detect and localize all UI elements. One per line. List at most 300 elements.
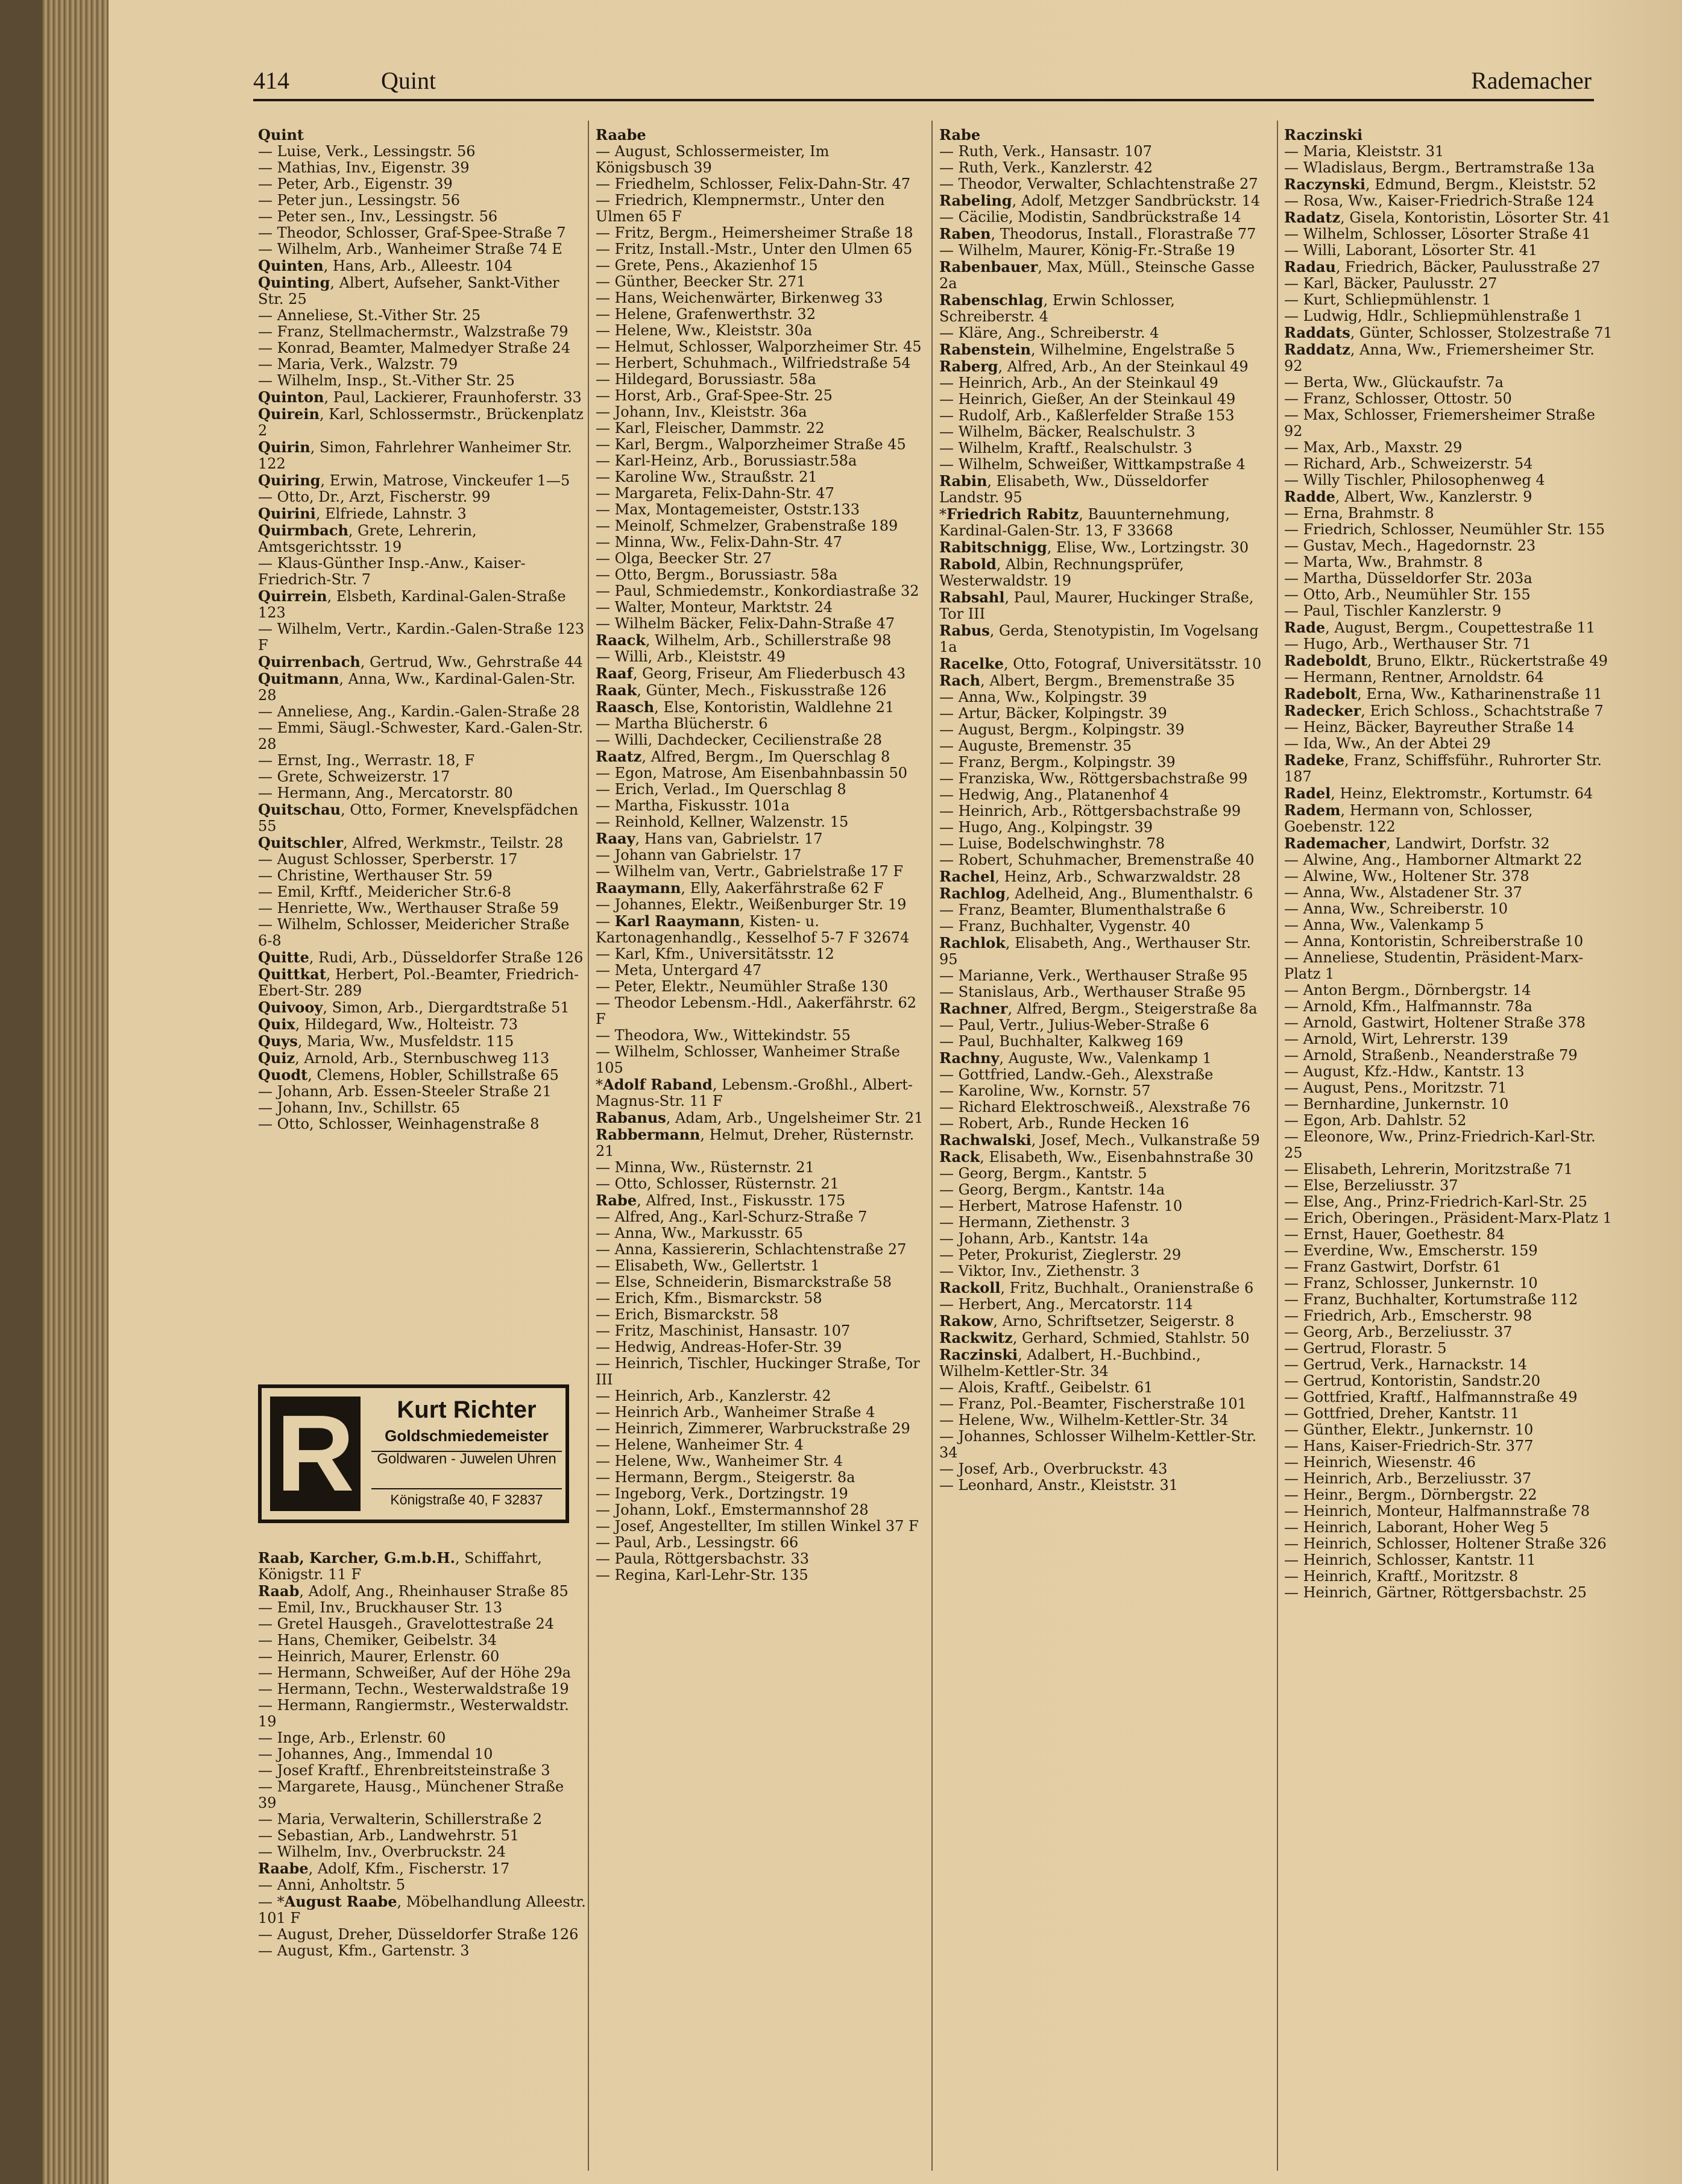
directory-entry: — Johannes, Ang., Immendal 10 [258,1746,493,1763]
directory-entry: — Friedrich, Klempnermstr., Unter den Ulmen 65 F [596,192,885,225]
directory-entry: — Grete, Schweizerstr. 17 [258,768,450,785]
directory-entry: Quirini, Elfriede, Lahnstr. 3 [258,505,467,522]
directory-entry: Quint [258,127,304,144]
directory-entry: — Erich, Bismarckstr. 58 [596,1306,779,1323]
directory-entry: — Hermann, Rangiermstr., Westerwaldstr. 19 [258,1697,569,1730]
directory-entry: — Anna, Ww., Kolpingstr. 39 [939,689,1147,705]
directory-entry: Raabe [596,127,646,144]
directory-entry: — Wladislaus, Bergm., Bertramstraße 13a [1284,159,1595,176]
directory-entry: Raczinski [1284,127,1363,144]
directory-entry: — Karl, Bäcker, Paulusstr. 27 [1284,275,1498,292]
directory-entry: Rabe [939,127,981,144]
directory-entry: — Anton Bergm., Dörnbergstr. 14 [1284,982,1531,999]
directory-entry: — Heinrich, Zimmerer, Warbruckstraße 29 [596,1420,910,1437]
directory-entry: — Maria, Kleiststr. 31 [1284,143,1444,160]
directory-entry: — Walter, Monteur, Marktstr. 24 [596,599,833,616]
directory-entry: Raab, Adolf, Ang., Rheinhauser Straße 85 [258,1582,569,1600]
directory-entry: — Hans, Weichenwärter, Birkenweg 33 [596,289,883,306]
directory-entry: — Heinrich, Kraftf., Moritzstr. 8 [1284,1568,1519,1585]
directory-entry: — Franz, Stellmachermstr., Walzstraße 79 [258,323,569,340]
directory-entry: — Anna, Ww., Schreiberstr. 10 [1284,900,1508,917]
directory-entry: Raben, Theodorus, Install., Florastraße 77 [939,225,1256,242]
directory-entry: — Herbert, Ang., Mercatorstr. 114 [939,1296,1193,1313]
directory-entry: — Josef Kraftf., Ehrenbreitsteinstraße 3 [258,1762,550,1779]
directory-entry: — Franz, Buchhalter, Vygenstr. 40 [939,918,1191,935]
directory-entry: — Anna, Ww., Valenkamp 5 [1284,917,1484,933]
directory-entry: — Margarete, Hausg., Münchener Straße 39 [258,1778,564,1811]
directory-entry: — Helene, Ww., Wilhelm-Kettler-Str. 34 [939,1412,1229,1428]
directory-entry: *Friedrich Rabitz, Bauunternehmung, Kardinal-Galen-Str. 13, F 33668 [939,505,1230,539]
directory-entry: — Maria, Verwalterin, Schillerstraße 2 [258,1811,543,1828]
directory-entry: — Peter, Arb., Eigenstr. 39 [258,175,453,192]
directory-entry: Raabe, Adolf, Kfm., Fischerstr. 17 [258,1860,510,1877]
directory-entry: Radde, Albert, Ww., Kanzlerstr. 9 [1284,488,1532,505]
directory-entry: Quys, Maria, Ww., Musfeldstr. 115 [258,1032,514,1050]
directory-entry: — Alois, Kraftf., Geibelstr. 61 [939,1379,1153,1396]
directory-entry: — Fritz, Maschinist, Hansastr. 107 [596,1322,851,1339]
directory-entry: — Hermann, Ziethenstr. 3 [939,1214,1130,1231]
directory-entry: — Friedrich, Arb., Emscherstr. 98 [1284,1307,1532,1324]
directory-entry: — Wilhelm van, Vertr., Gabrielstraße 17 F [596,863,903,880]
directory-entry: — Otto, Dr., Arzt, Fischerstr. 99 [258,488,491,505]
directory-entry: — Minna, Ww., Rüsternstr. 21 [596,1159,814,1176]
directory-entry: — Heinrich, Gießer, An der Steinkaul 49 [939,391,1236,408]
directory-entry: — Arnold, Wirt, Lehrerstr. 139 [1284,1030,1508,1047]
directory-entry: — Otto, Arb., Neumühler Str. 155 [1284,586,1531,603]
directory-entry: — *August Raabe, Möbelhandlung Alleestr. 101 F [258,1893,586,1927]
header-left-word: Quint [381,67,436,94]
directory-entry: — Karl, Kfm., Universitätsstr. 12 [596,945,834,962]
directory-entry: — Minna, Ww., Felix-Dahn-Str. 47 [596,534,843,551]
directory-entry: Rabin, Elisabeth, Ww., Düsseldorfer Landstr. 95 [939,472,1209,506]
directory-entry: — Cäcilie, Modistin, Sandbrückstraße 14 [939,209,1241,226]
directory-entry: Radeboldt, Bruno, Elktr., Rückertstraße 49 [1284,652,1608,669]
directory-entry: — Regina, Karl-Lehr-Str. 135 [596,1567,808,1583]
directory-entry: — Georg, Bergm., Kantstr. 5 [939,1165,1147,1182]
directory-entry: — Anneliese, Ang., Kardin.-Galen-Straße 28 [258,703,580,720]
directory-entry: — Wilhelm, Vertr., Kardin.-Galen-Straße 123 F [258,620,585,654]
directory-entry: — August, Dreher, Düsseldorfer Straße 126 [258,1926,579,1943]
directory-entry: — Johann, Inv., Schillstr. 65 [258,1099,461,1116]
directory-entry: Raack, Wilhelm, Arb., Schillerstraße 98 [596,631,892,649]
directory-entry: — Else, Berzeliusstr. 37 [1284,1177,1458,1194]
directory-entry: — Anneliese, St.-Vither Str. 25 [258,307,481,324]
directory-entry: — Günther, Beecker Str. 271 [596,273,806,290]
directory-entry: — Erich, Kfm., Bismarckstr. 58 [596,1290,822,1307]
directory-entry: — Christine, Werthauser Str. 59 [258,867,493,884]
directory-entry: — Elisabeth, Lehrerin, Moritzstraße 71 [1284,1161,1573,1178]
directory-entry: — Heinrich, Wiesenstr. 46 [1284,1454,1476,1471]
directory-entry: — Meta, Untergard 47 [596,962,762,979]
directory-entry: — Margareta, Felix-Dahn-Str. 47 [596,485,834,502]
directory-entry: — Max, Arb., Maxstr. 29 [1284,439,1463,456]
directory-entry: — Heinrich, Schlosser, Kantstr. 11 [1284,1551,1536,1568]
directory-entry: Raaf, Georg, Friseur, Am Fliederbusch 43 [596,664,906,682]
directory-entry: — Hermann, Techn., Westerwaldstraße 19 [258,1681,569,1697]
column-3 [939,127,1268,2165]
directory-entry: — Johann, Inv., Kleiststr. 36a [596,403,807,420]
directory-entry: *Adolf Raband, Lebensm.-Großhl., Albert-Magnus-Str. 11 F [596,1076,913,1109]
directory-entry: Rademacher, Landwirt, Dorfstr. 32 [1284,835,1550,852]
directory-entry: — August, Pens., Moritzstr. 71 [1284,1079,1507,1096]
directory-entry: — Heinrich Arb., Wanheimer Straße 4 [596,1404,875,1421]
directory-entry: — Gertrud, Verk., Harnackstr. 14 [1284,1356,1527,1373]
directory-entry: — Erich, Verlad., Im Querschlag 8 [596,781,846,798]
directory-entry: Raatz, Alfred, Bergm., Im Querschlag 8 [596,748,890,765]
directory-entry: Radeke, Franz, Schiffsführ., Ruhrorter Str. 187 [1284,751,1602,785]
directory-entry: Rack, Elisabeth, Ww., Eisenbahnstraße 30 [939,1148,1254,1166]
directory-entry: — Willy Tischler, Philosophenweg 4 [1284,472,1545,488]
directory-entry: Raab, Karcher, G.m.b.H., Schiffahrt, Königstr. 11 F [258,1550,542,1583]
directory-entry: — Stanislaus, Arb., Werthauser Straße 95 [939,983,1246,1000]
directory-entry: — Gottfried, Kraftf., Halfmannstraße 49 [1284,1389,1578,1406]
directory-entry: — Else, Ang., Prinz-Friedrich-Karl-Str. 25 [1284,1193,1587,1210]
directory-entry: — Karl Raaymann, Kisten- u. Kartonagenhandlg., Kesselhof 5-7 F 32674 [596,912,910,946]
directory-entry: Rabus, Gerda, Stenotypistin, Im Vogelsang 1a [939,622,1259,655]
directory-entry: Quiz, Arnold, Arb., Sternbuschweg 113 [258,1049,550,1067]
directory-entry: Quittkat, Herbert, Pol.-Beamter, Friedrich-Ebert-Str. 289 [258,965,579,999]
directory-entry: Rachny, Auguste, Ww., Valenkamp 1 [939,1049,1212,1067]
directory-entry: — Auguste, Bremenstr. 35 [939,737,1132,754]
directory-entry: — Franziska, Ww., Röttgersbachstraße 99 [939,770,1248,787]
directory-entry: — Heinz, Bäcker, Bayreuther Straße 14 [1284,719,1575,736]
directory-entry: Raddatz, Anna, Ww., Friemersheimer Str. 92 [1284,341,1595,374]
directory-entry: — Heinrich, Monteur, Halfmannstraße 78 [1284,1503,1590,1520]
directory-entry: — Anna, Ww., Alstadener Str. 37 [1284,884,1523,901]
directory-entry: Rachner, Alfred, Bergm., Steigerstraße 8a [939,1000,1258,1017]
directory-entry: — Franz, Bergm., Kolpingstr. 39 [939,754,1176,771]
directory-entry: — Anna, Ww., Markusstr. 65 [596,1225,803,1242]
directory-entry: — Wilhelm, Schlosser, Lösorter Straße 41 [1284,226,1591,242]
directory-entry: — Wilhelm, Inv., Overbruckstr. 24 [258,1843,506,1860]
directory-entry: — Josef, Arb., Overbruckstr. 43 [939,1460,1168,1477]
directory-entry: — Theodora, Ww., Wittekindstr. 55 [596,1027,851,1044]
directory-entry: Rabe, Alfred, Inst., Fiskusstr. 175 [596,1191,846,1209]
directory-entry: Raddats, Günter, Schlosser, Stolzestraße 71 [1284,324,1613,341]
directory-entry: — Paul, Buchhalter, Kalkweg 169 [939,1033,1183,1050]
directory-entry: Raay, Hans van, Gabrielstr. 17 [596,830,823,847]
directory-entry: — Hans, Chemiker, Geibelstr. 34 [258,1632,497,1649]
directory-entry: Rackwitz, Gerhard, Schmied, Stahlstr. 50 [939,1329,1250,1346]
directory-entry: — Helene, Ww., Wanheimer Str. 4 [596,1453,843,1469]
directory-entry: — Johannes, Schlosser Wilhelm-Kettler-Str. 34 [939,1428,1257,1461]
directory-entry: Rabbermann, Helmut, Dreher, Rüsternstr. 21 [596,1126,915,1160]
directory-entry: Quirrein, Elsbeth, Kardinal-Galen-Straße 123 [258,587,566,621]
directory-entry: — Hans, Kaiser-Friedrich-Str. 377 [1284,1438,1534,1454]
directory-entry: — Konrad, Beamter, Malmedyer Straße 24 [258,339,571,356]
directory-entry: — Theodor, Verwalter, Schlachtenstraße 27 [939,175,1258,192]
directory-entry: — August, Bergm., Kolpingstr. 39 [939,721,1185,738]
directory-entry: — Inge, Arb., Erlenstr. 60 [258,1729,446,1746]
directory-entry: — Anni, Anholtstr. 5 [258,1876,406,1893]
directory-entry: — Wilhelm, Schweißer, Wittkampstraße 4 [939,456,1246,473]
directory-entry: — August, Kfz.-Hdw., Kantstr. 13 [1284,1063,1525,1080]
directory-entry: — Peter, Prokurist, Zieglerstr. 29 [939,1246,1182,1263]
directory-entry: Quirmbach, Grete, Lehrerin, Amtsgerichtsstr. 19 [258,522,477,555]
directory-entry: — Hedwig, Andreas-Hofer-Str. 39 [596,1339,842,1356]
directory-entry: — Franz, Schlosser, Ottostr. 50 [1284,390,1512,407]
directory-entry: — Georg, Arb., Berzeliusstr. 37 [1284,1324,1513,1340]
directory-entry: — Gretel Hausgeh., Gravelottestraße 24 [258,1615,555,1632]
directory-entry: Rachel, Heinz, Arb., Schwarzwaldstr. 28 [939,868,1241,885]
directory-entry: Radau, Friedrich, Bäcker, Paulusstraße 27 [1284,258,1601,276]
directory-entry: — Robert, Schuhmacher, Bremenstraße 40 [939,851,1255,868]
directory-entry: Rabsahl, Paul, Maurer, Huckinger Straße, Tor III [939,589,1254,622]
directory-entry: — Alwine, Ang., Hamborner Altmarkt 22 [1284,851,1583,868]
directory-entry: — Johann van Gabrielstr. 17 [596,847,802,863]
directory-entry: — Henriette, Ww., Werthauser Straße 59 [258,900,559,917]
directory-entry: — Grete, Pens., Akazienhof 15 [596,257,818,274]
directory-entry: — Helene, Grafenwerthstr. 32 [596,306,816,323]
directory-entry: — Wilhelm, Schlosser, Meidericher Straße 6-8 [258,916,570,949]
directory-entry: — Emil, Krftf., Meidericher Str.6-8 [258,883,511,900]
directory-entry: Radem, Hermann von, Schlosser, Goebenstr. 122 [1284,801,1533,835]
directory-entry: — Theodor, Schlosser, Graf-Spee-Straße 7 [258,224,566,241]
header-rule [253,99,1594,101]
directory-entry: — Theodor Lebensm.-Hdl., Aakerfährstr. 62 F [596,994,917,1027]
directory-entry: — Everdine, Ww., Emscherstr. 159 [1284,1242,1538,1259]
ad-name: Kurt Richter [397,1397,537,1423]
directory-entry: — Gottfried, Dreher, Kantstr. 11 [1284,1405,1519,1422]
directory-entry: — Erna, Brahmstr. 8 [1284,505,1434,522]
directory-entry: — Emmi, Säugl.-Schwester, Kard.-Galen-Str. 28 [258,719,584,753]
directory-entry: Rackoll, Fritz, Buchhalt., Oranienstraße 6 [939,1279,1254,1296]
directory-entry: — Franz, Buchhalter, Kortumstraße 112 [1284,1291,1578,1308]
directory-entry: — Arnold, Gastwirt, Holtener Straße 378 [1284,1014,1586,1031]
directory-entry: — Egon, Matrose, Am Eisenbahnbassin 50 [596,765,907,781]
directory-entry: — August, Kfm., Gartenstr. 3 [258,1942,470,1959]
directory-entry: — Paul, Tischler Kanzlerstr. 9 [1284,602,1502,619]
directory-entry: — Otto, Schlosser, Rüsternstr. 21 [596,1175,839,1192]
directory-entry: Radecker, Erich Schloss., Schachtstraße 7 [1284,702,1604,719]
directory-entry: Radatz, Gisela, Kontoristin, Lösorter Str. 41 [1284,209,1611,226]
directory-entry: — Rudolf, Arb., Kaßlerfelder Straße 153 [939,407,1235,424]
directory-entry: Raczynski, Edmund, Bergm., Kleiststr. 52 [1284,175,1596,193]
directory-entry: Quirin, Simon, Fahrlehrer Wanheimer Str. 122 [258,438,572,472]
directory-entry: — Arnold, Kfm., Halfmannstr. 78a [1284,998,1532,1015]
directory-entry: — Heinrich, Arb., Kanzlerstr. 42 [596,1387,831,1404]
directory-entry: Quiring, Erwin, Matrose, Vinckeufer 1—5 [258,472,570,489]
ad-letter-logo: R [270,1397,361,1511]
directory-entry: — Johann, Arb., Kantstr. 14a [939,1230,1148,1247]
directory-entry: — Anneliese, Studentin, Präsident-Marx-Platz 1 [1284,949,1584,982]
directory-entry: Quirein, Karl, Schlossermstr., Brückenplatz 2 [258,405,584,439]
directory-entry: Raasch, Else, Kontoristin, Waldlehne 21 [596,698,895,716]
book-edge [42,0,109,2184]
column-4 [1284,127,1613,2165]
column-separator [1277,121,1278,2171]
directory-entry: — Hedwig, Ang., Platanenhof 4 [939,786,1169,803]
directory-entry: — Franz, Beamter, Blumenthalstraße 6 [939,901,1226,918]
directory-entry: — Georg, Bergm., Kantstr. 14a [939,1181,1165,1198]
directory-entry: — Ruth, Verk., Hansastr. 107 [939,143,1152,160]
directory-entry: Quitschau, Otto, Former, Knevelspfädchen 55 [258,801,579,835]
directory-entry: Raczinski, Adalbert, H.-Buchbind., Wilhelm-Kettler-Str. 34 [939,1346,1201,1380]
directory-entry: Quinton, Paul, Lackierer, Fraunhoferstr. 33 [258,388,582,406]
directory-entry: — Max, Montagemeister, Oststr.133 [596,501,860,518]
directory-entry: — Gustav, Mech., Hagedornstr. 23 [1284,537,1536,554]
directory-entry: Racelke, Otto, Fotograf, Universitätsstr. 10 [939,655,1262,672]
directory-entry: Rach, Albert, Bergm., Bremenstraße 35 [939,672,1235,689]
directory-entry: — Paula, Röttgersbachstr. 33 [596,1550,810,1567]
directory-entry: — Friedrich, Schlosser, Neumühler Str. 155 [1284,521,1605,538]
directory-entry: — Wilhelm, Arb., Wanheimer Straße 74 E [258,241,562,257]
directory-entry: — Hildegard, Borussiastr. 58a [596,371,816,388]
directory-entry: — Hugo, Arb., Werthauser Str. 71 [1284,636,1531,652]
directory-entry: — Marta, Ww., Brahmstr. 8 [1284,554,1483,570]
directory-entry: — Wilhelm, Kraftf., Realschulstr. 3 [939,440,1192,456]
directory-entry: — Karoline Ww., Straußstr. 21 [596,469,817,485]
ad-goods: Goldwaren - Juwelen Uhren [377,1451,556,1467]
directory-entry: Radebolt, Erna, Ww., Katharinenstraße 11 [1284,685,1602,702]
directory-entry: — Herbert, Matrose Hafenstr. 10 [939,1198,1183,1214]
directory-entry: — Friedhelm, Schlosser, Felix-Dahn-Str. 47 [596,175,911,192]
directory-entry: — Wilhelm, Insp., St.-Vither Str. 25 [258,372,515,389]
directory-entry: Quix, Hildegard, Ww., Holteistr. 73 [258,1015,518,1033]
directory-entry: Rabenstein, Wilhelmine, Engelstraße 5 [939,341,1235,358]
directory-entry: — Gertrud, Florastr. 5 [1284,1340,1447,1357]
directory-entry: — Maria, Verk., Walzstr. 79 [258,356,458,373]
directory-entry: — Olga, Beecker Str. 27 [596,550,772,567]
directory-entry: — Paul, Arb., Lessingstr. 66 [596,1534,799,1551]
directory-entry: — Heinrich, Schlosser, Holtener Straße 326 [1284,1535,1607,1552]
directory-entry: — Martha, Fiskusstr. 101a [596,797,790,814]
directory-entry: — Helene, Ww., Kleiststr. 30a [596,322,813,339]
directory-entry: Rakow, Arno, Schriftsetzer, Seigerstr. 8 [939,1312,1235,1330]
directory-entry: — Heinrich, Arb., Berzeliusstr. 37 [1284,1470,1532,1487]
directory-entry: — Hermann, Rentner, Arnoldstr. 64 [1284,669,1544,686]
directory-entry: — Heinrich, Arb., An der Steinkaul 49 [939,374,1218,391]
column-1 [258,127,587,1381]
column-separator [931,121,933,2171]
directory-entry: — Marianne, Verk., Werthauser Straße 95 [939,967,1248,984]
directory-entry: — Peter, Elektr., Neumühler Straße 130 [596,978,889,995]
column-separator [588,121,589,2171]
directory-entry: — Fritz, Bergm., Heimersheimer Straße 18 [596,224,913,241]
directory-entry: — Paul, Schmiedemstr., Konkordiastraße 32 [596,582,919,599]
directory-entry: — Egon, Arb. Dahlstr. 52 [1284,1112,1467,1129]
directory-entry: — Paul, Vertr., Julius-Weber-Straße 6 [939,1017,1209,1034]
directory-entry: — Karl, Fleischer, Dammstr. 22 [596,420,825,437]
directory-entry: Rade, August, Bergm., Coupettestraße 11 [1284,619,1595,636]
directory-entry: — Franz, Pol.-Beamter, Fischerstraße 101 [939,1395,1247,1412]
directory-entry: — Ernst, Ing., Werrastr. 18, F [258,752,475,769]
header-right-word: Rademacher [1471,67,1592,94]
directory-entry: — Martha Blücherstr. 6 [596,715,768,732]
directory-entry: — Klaus-Günther Insp.-Anw., Kaiser-Friedrich-Str. 7 [258,555,526,588]
directory-entry: Quitmann, Anna, Ww., Kardinal-Galen-Str. 28 [258,670,576,704]
directory-entry: — Emil, Inv., Bruckhauser Str. 13 [258,1599,503,1616]
directory-entry: Rabitschnigg, Elise, Ww., Lortzingstr. 30 [939,538,1249,556]
directory-entry: Quodt, Clemens, Hobler, Schillstraße 65 [258,1066,559,1084]
directory-entry: — Peter sen., Inv., Lessingstr. 56 [258,208,498,225]
directory-entry: — Else, Schneiderin, Bismarckstraße 58 [596,1273,892,1290]
directory-entry: Rabeling, Adolf, Metzger Sandbrückstr. 14 [939,192,1261,209]
directory-entry: Raberg, Alfred, Arb., An der Steinkaul 49 [939,358,1249,375]
directory-entry: — Hermann, Schweißer, Auf der Höhe 29a [258,1664,572,1681]
directory-entry: — Hugo, Ang., Kolpingstr. 39 [939,819,1153,836]
directory-entry: — Artur, Bäcker, Kolpingstr. 39 [939,705,1167,722]
directory-entry: — Rosa, Ww., Kaiser-Friedrich-Straße 124 [1284,192,1595,209]
directory-entry: Rachwalski, Josef, Mech., Vulkanstraße 59 [939,1131,1260,1149]
directory-entry: — Johann, Lokf., Emstermannshof 28 [596,1501,869,1518]
directory-entry: Quivooy, Simon, Arb., Diergardtstraße 51 [258,999,570,1016]
directory-entry: — Ida, Ww., An der Abtei 29 [1284,735,1491,752]
directory-entry: — Erich, Oberingen., Präsident-Marx-Platz 1 [1284,1210,1612,1226]
directory-entry: — Horst, Arb., Graf-Spee-Str. 25 [596,387,833,404]
directory-entry: — Johann, Arb. Essen-Steeler Straße 21 [258,1083,552,1100]
directory-entry: — Max, Schlosser, Friemersheimer Straße 92 [1284,406,1595,440]
directory-entry: — Herbert, Schuhmach., Wilfriedstraße 54 [596,355,911,371]
directory-entry: — Helene, Wanheimer Str. 4 [596,1436,804,1453]
directory-entry: — Heinrich, Maurer, Erlenstr. 60 [258,1648,500,1665]
directory-entry: — Willi, Arb., Kleiststr. 49 [596,648,786,665]
directory-entry: — Ingeborg, Verk., Dortzingstr. 19 [596,1485,848,1502]
directory-entry: — Heinrich, Tischler, Huckinger Straße, Tor III [596,1355,920,1388]
ad-divider [371,1488,562,1489]
directory-entry: — Martha, Düsseldorfer Str. 203a [1284,570,1532,587]
directory-entry: — Wilhelm, Bäcker, Realschulstr. 3 [939,423,1195,440]
directory-entry: — Ruth, Verk., Kanzlerstr. 42 [939,159,1153,176]
directory-entry: Rachlog, Adelheid, Ang., Blumenthalstr. 6 [939,885,1253,902]
directory-entry: — Wilhelm, Maurer, König-Fr.-Straße 19 [939,242,1235,259]
directory-entry: — Karl, Bergm., Walporzheimer Straße 45 [596,436,906,453]
directory-entry: — August, Schlossermeister, Im Königsbusch 39 [596,143,830,176]
directory-entry: — Berta, Ww., Glückaufstr. 7a [1284,374,1504,391]
directory-entry: — Luise, Verk., Lessingstr. 56 [258,143,476,160]
directory-entry: — Heinrich, Arb., Röttgersbachstraße 99 [939,803,1241,819]
directory-entry: — Gottfried, Landw.-Geh., Alexstraße [939,1066,1214,1083]
page-header [253,60,1592,109]
directory-entry: — Kurt, Schliepmühlenstr. 1 [1284,291,1491,308]
directory-entry: Rabanus, Adam, Arb., Ungelsheimer Str. 21 [596,1109,924,1126]
directory-entry: Raak, Günter, Mech., Fiskusstraße 126 [596,681,887,699]
directory-entry: — Heinrich, Gärtner, Röttgersbachstr. 25 [1284,1584,1587,1601]
directory-entry: — Reinhold, Kellner, Walzenstr. 15 [596,813,849,830]
directory-entry: — Eleonore, Ww., Prinz-Friedrich-Karl-Str. 25 [1284,1128,1596,1161]
directory-entry: — August Schlosser, Sperberstr. 17 [258,851,518,868]
directory-entry: — Heinrich, Laborant, Hoher Weg 5 [1284,1519,1549,1536]
directory-entry: — Karl-Heinz, Arb., Borussiastr.58a [596,452,857,469]
directory-entry: — Arnold, Straßenb., Neanderstraße 79 [1284,1047,1578,1064]
directory-entry: — Johannes, Elektr., Weißenburger Str. 19 [596,896,907,913]
directory-entry: — Peter jun., Lessingstr. 56 [258,192,460,209]
directory-entry: — Otto, Bergm., Borussiastr. 58a [596,566,838,583]
directory-entry: Quinting, Albert, Aufseher, Sankt-Vither Str. 25 [258,274,559,308]
directory-entry: — Meinolf, Schmelzer, Grabenstraße 189 [596,517,898,534]
directory-entry: — Hermann, Bergm., Steigerstr. 8a [596,1469,855,1486]
ad-title: Goldschmiedemeister [385,1427,549,1445]
directory-entry: — Alfred, Ang., Karl-Schurz-Straße 7 [596,1208,868,1225]
directory-entry: — Richard, Arb., Schweizerstr. 54 [1284,455,1533,472]
directory-entry: — Gertrud, Kontoristin, Sandstr.20 [1284,1372,1540,1389]
directory-entry: — Heinr., Bergm., Dörnbergstr. 22 [1284,1486,1537,1503]
directory-entry: — Ernst, Hauer, Goethestr. 84 [1284,1226,1505,1243]
directory-entry: — Mathias, Inv., Eigenstr. 39 [258,159,470,176]
directory-entry: — Richard Elektroschweiß., Alexstraße 76 [939,1099,1250,1116]
column-1-continued [258,1550,587,2165]
directory-entry: Rabenschlag, Erwin Schlosser, Schreiberstr. 4 [939,291,1175,325]
directory-entry: — Franz Gastwirt, Dorfstr. 61 [1284,1258,1502,1275]
directory-entry: — Leonhard, Anstr., Kleiststr. 31 [939,1477,1179,1494]
directory-entry: — Willi, Dachdecker, Cecilienstraße 28 [596,731,882,748]
directory-entry: — Ludwig, Hdlr., Schliepmühlenstraße 1 [1284,308,1583,324]
directory-entry: — Luise, Bodelschwinghstr. 78 [939,835,1165,852]
kurt-richter-advertisement [258,1384,569,1523]
directory-entry: — Franz, Schlosser, Junkernstr. 10 [1284,1275,1538,1292]
directory-entry: — Kläre, Ang., Schreiberstr. 4 [939,324,1159,341]
directory-entry: — Wilhelm Bäcker, Felix-Dahn-Straße 47 [596,615,895,632]
